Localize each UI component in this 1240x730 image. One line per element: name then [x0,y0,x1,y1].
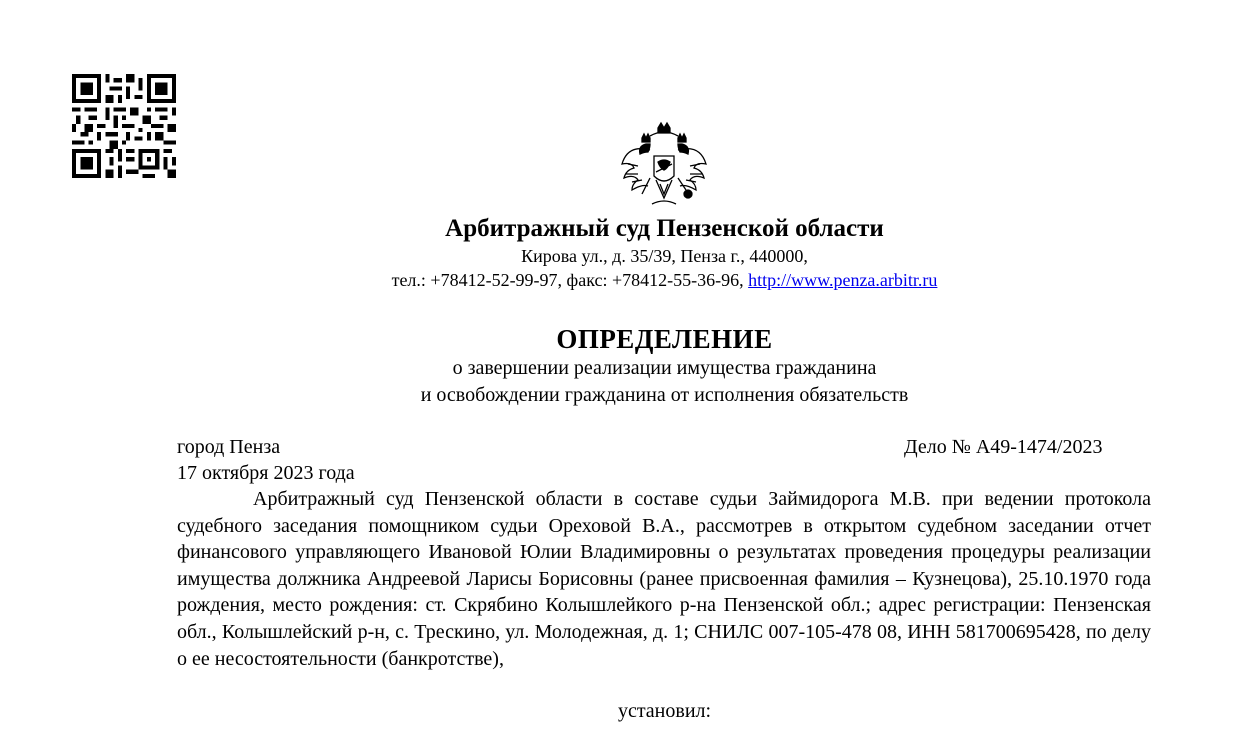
website-link[interactable]: http://www.penza.arbitr.ru [748,270,938,290]
coat-of-arms-emblem [620,120,708,210]
established-heading: установил: [617,700,712,722]
case-number: Дело № А49-1474/2023 [904,436,1103,458]
court-name: Арбитражный суд Пензенской области [445,215,884,242]
body-paragraph: Арбитражный суд Пензенской области в составе судьи Займидорога М.В. при ведении протокола судебного заседания помощником судьи Ореховой В.А., рассмотрев в открытом судебном заседании отчет финансового управляющего Ивановой Юлии Владимировны о результатах проведения процедуры реализации имущества должника Андреевой Ларисы Борисовны (ранее присвоенная фамилия – Кузнецова), 25.10.1970 года рождения, место рождения: ст. Скрябино Колышлейкого р-на Пензенской обл.; адрес регистрации: Пензенская обл., Колышлейский р-н, с. Трескино, ул. Молодежная, д. 1; СНИЛС 007-105-478 08, ИНН 581700695428, по делу о ее несостоятельности (банкротстве), [177,488,1151,670]
document-subtitle-line2: и освобождении гражданина от исполнения обязательств [420,384,909,406]
document-title: ОПРЕДЕЛЕНИЕ [556,324,773,354]
qr-code-icon [72,74,176,178]
court-address: Кирова ул., д. 35/39, Пенза г., 440000, [521,246,808,266]
phone-fax: тел.: +78412-52-99-97, факс: +78412-55-36-96, [391,270,749,290]
document-date: 17 октября 2023 года [177,462,355,484]
city: город Пенза [177,436,281,458]
court-contacts [0,269,1240,291]
document-subtitle-line1: о завершении реализации имущества гражданина [452,357,877,379]
